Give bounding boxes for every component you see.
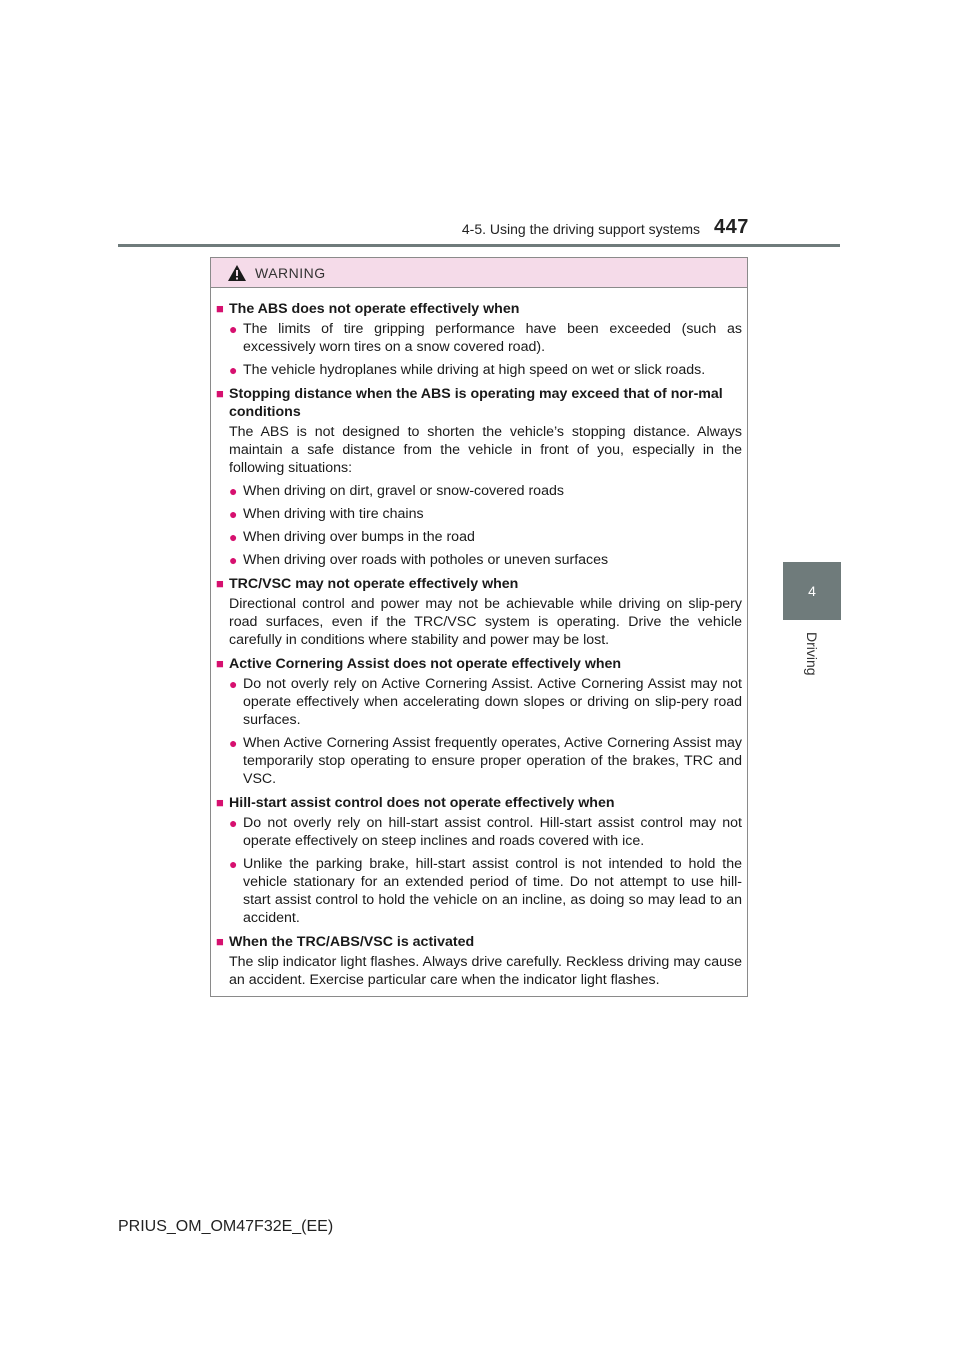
round-bullet-icon: ● bbox=[229, 321, 238, 337]
square-bullet-icon: ■ bbox=[216, 386, 224, 401]
section-paragraph: The slip indicator light flashes. Always drive carefully. Reckless driving may cause an accident. Exercise particular care when the indicator light flashes. bbox=[229, 954, 742, 988]
list-item-text: When driving with tire chains bbox=[243, 506, 424, 522]
section-title bbox=[216, 300, 742, 318]
section-title bbox=[216, 655, 742, 673]
warning-section bbox=[216, 385, 742, 569]
round-bullet-icon: ● bbox=[229, 735, 238, 751]
warning-section bbox=[216, 575, 742, 649]
round-bullet-icon: ● bbox=[229, 676, 238, 692]
warning-body bbox=[211, 288, 747, 989]
list-item bbox=[216, 551, 742, 569]
warning-title: WARNING bbox=[255, 264, 326, 281]
list-item-text: The vehicle hydroplanes while driving at high speed on wet or slick roads. bbox=[243, 362, 706, 378]
list-item bbox=[216, 482, 742, 500]
header-section-title: 4-5. Using the driving support systems bbox=[461, 221, 700, 237]
round-bullet-icon: ● bbox=[229, 815, 238, 831]
list-item bbox=[216, 505, 742, 523]
square-bullet-icon: ■ bbox=[216, 934, 224, 949]
list-item-text: When driving on dirt, gravel or snow-covered roads bbox=[243, 483, 564, 499]
round-bullet-icon: ● bbox=[229, 856, 238, 872]
warning-section bbox=[216, 794, 742, 927]
list-item-text: Do not overly rely on Active Cornering Assist. Active Cornering Assist may not operate effectively when accelerating down slopes or driving on slip-pery road surfaces. bbox=[243, 676, 742, 728]
section-paragraph: Directional control and power may not be achievable while driving on slip-pery road surfaces, even if the TRC/VSC system is operating. Drive the vehicle carefully in conditions where stability and power may be lost. bbox=[229, 596, 742, 648]
page-number: 447 bbox=[714, 216, 749, 238]
section-title-text: When the TRC/ABS/VSC is activated bbox=[229, 934, 475, 950]
section-paragraph: The ABS is not designed to shorten the vehicle’s stopping distance. Always maintain a safe distance from the vehicle in front of you, especially in the following situations: bbox=[229, 424, 742, 476]
section-title bbox=[216, 575, 742, 593]
section-title-text: The ABS does not operate effectively when bbox=[229, 301, 520, 317]
warning-box bbox=[210, 257, 748, 997]
round-bullet-icon: ● bbox=[229, 483, 238, 499]
chapter-label: Driving bbox=[804, 632, 820, 676]
footer-doc-code: PRIUS_OM_OM47F32E_(EE) bbox=[118, 1218, 334, 1235]
round-bullet-icon: ● bbox=[229, 552, 238, 568]
section-title-text: TRC/VSC may not operate effectively when bbox=[229, 576, 519, 592]
warning-section bbox=[216, 300, 742, 379]
warning-header bbox=[211, 258, 747, 288]
square-bullet-icon: ■ bbox=[216, 576, 224, 591]
list-item bbox=[216, 855, 742, 927]
list-item bbox=[216, 320, 742, 356]
list-item bbox=[216, 814, 742, 850]
list-item-text: When Active Cornering Assist frequently operates, Active Cornering Assist may temporarily stop operating to ensure proper operation of the brakes, TRC and VSC. bbox=[243, 735, 742, 787]
section-title-text: Stopping distance when the ABS is operating may exceed that of nor-mal conditions bbox=[229, 386, 723, 420]
round-bullet-icon: ● bbox=[229, 529, 238, 545]
square-bullet-icon: ■ bbox=[216, 656, 224, 671]
warning-section bbox=[216, 655, 742, 788]
section-title-text: Active Cornering Assist does not operate effectively when bbox=[229, 656, 622, 672]
list-item bbox=[216, 528, 742, 546]
square-bullet-icon: ■ bbox=[216, 795, 224, 810]
list-item-text: Unlike the parking brake, hill-start assist control is not intended to hold the vehicle stationary for an extended period of time. Do not attempt to use hill-start assist control to hold the vehicle on an incline, as doing so may lead to an accident. bbox=[243, 856, 742, 926]
section-title bbox=[216, 933, 742, 951]
warning-section bbox=[216, 933, 742, 989]
list-item bbox=[216, 361, 742, 379]
list-item-text: The limits of tire gripping performance have been exceeded (such as excessively worn tires on a snow covered road). bbox=[243, 321, 742, 355]
section-title-text: Hill-start assist control does not operate effectively when bbox=[229, 795, 615, 811]
chapter-tab: 4 bbox=[783, 562, 841, 620]
warning-triangle-icon bbox=[227, 264, 247, 282]
square-bullet-icon: ■ bbox=[216, 301, 224, 316]
list-item-text: When driving over bumps in the road bbox=[243, 529, 475, 545]
header-rule bbox=[118, 244, 840, 247]
list-item bbox=[216, 675, 742, 729]
list-item-text: Do not overly rely on hill-start assist control. Hill-start assist control may not operate effectively on steep inclines and roads covered with ice. bbox=[243, 815, 742, 849]
round-bullet-icon: ● bbox=[229, 506, 238, 522]
list-item bbox=[216, 734, 742, 788]
section-title bbox=[216, 385, 742, 421]
round-bullet-icon: ● bbox=[229, 362, 238, 378]
list-item-text: When driving over roads with potholes or uneven surfaces bbox=[243, 552, 609, 568]
section-title bbox=[216, 794, 742, 812]
